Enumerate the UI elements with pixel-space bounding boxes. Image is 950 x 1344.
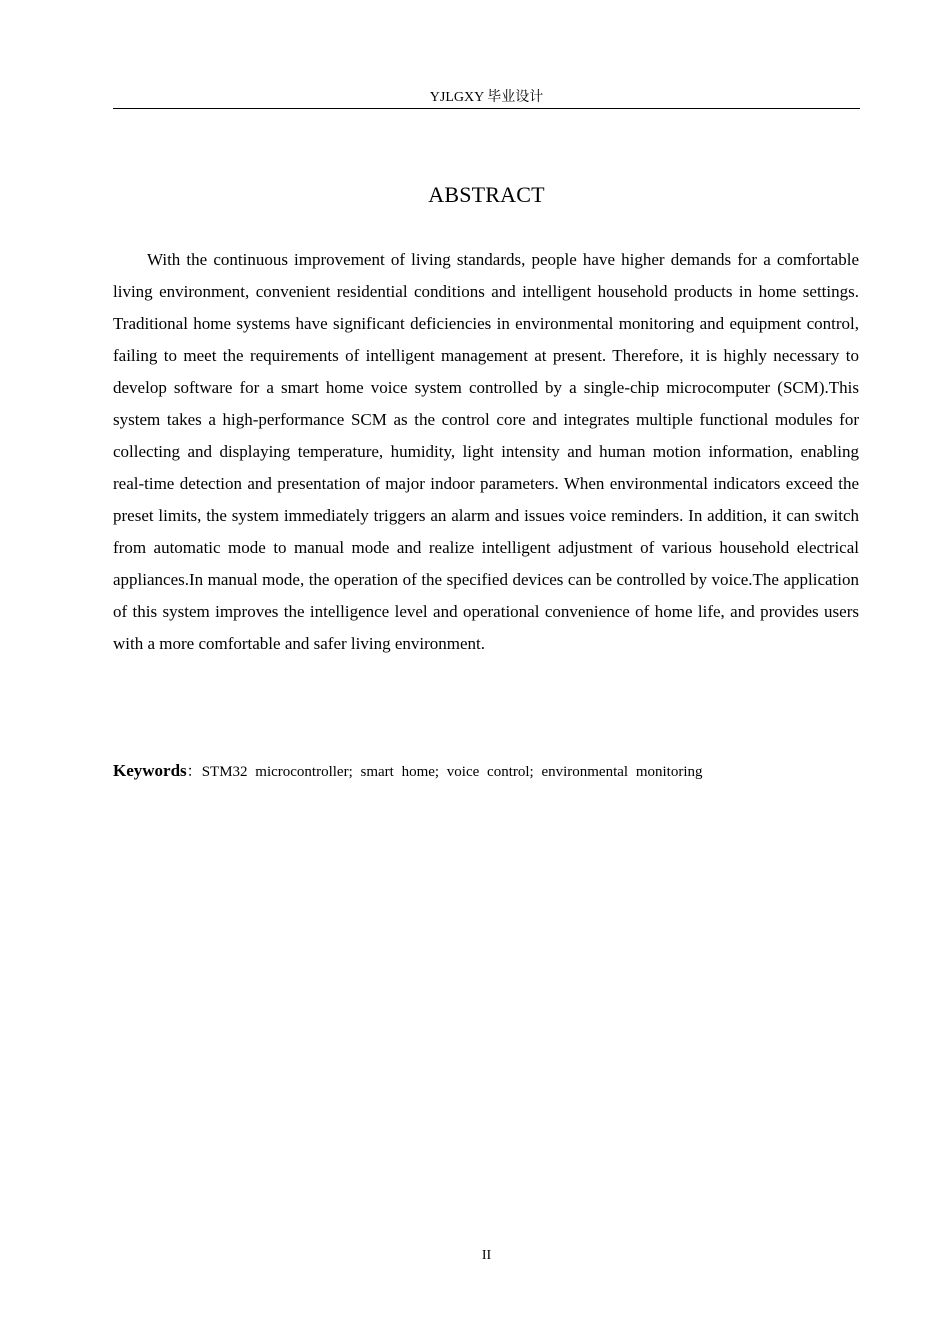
keywords-line [113, 758, 859, 785]
keywords-text: STM32 microcontroller; smart home; voice control; environmental monitoring [201, 764, 703, 780]
abstract-body: With the continuous improvement of living standards, people have higher demands for a comfortable living environment, convenient residential conditions and intelligent household products in home settings. Traditional home systems have significant deficiencies in environmental monitoring and equipment control, failing to meet the requirements of intelligent management at present. Therefore, it is highly necessary to develop software for a smart home voice system controlled by a single-chip microcomputer (SCM).This system takes a high-performance SCM as the control core and integrates multiple functional modules for collecting and displaying temperature, humidity, light intensity and human motion information, enabling real-time detection and presentation of major indoor parameters. When environmental indicators exceed the preset limits, the system immediately triggers an alarm and issues voice reminders. In addition, it can switch from automatic mode to manual mode and realize intelligent adjustment of various household electrical appliances.In manual mode, the operation of the specified devices can be controlled by voice.The application of this system improves the intelligence level and operational convenience of home life, and provides users with a more comfortable and safer living environment. [113, 250, 859, 653]
page-number: II [481, 1248, 492, 1263]
abstract-title: ABSTRACT [428, 182, 545, 207]
keywords-label: Keywords [113, 761, 187, 780]
keywords-separator: ： [186, 764, 202, 780]
page-header: YJLGXY 毕业设计 [113, 88, 860, 109]
